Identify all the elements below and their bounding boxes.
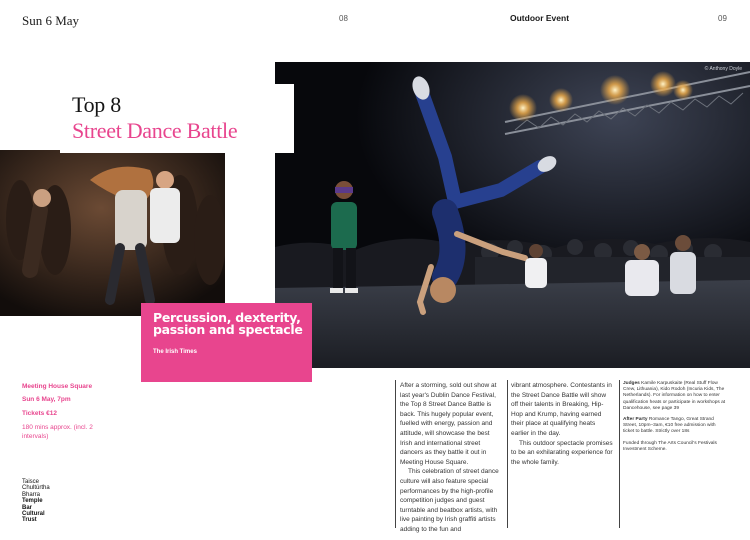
- page-number-left: 08: [339, 14, 348, 23]
- after-party-label: After Party: [623, 417, 648, 423]
- title-line-1: Top 8: [72, 92, 121, 117]
- photo-credit: © Anthony Doyle: [704, 66, 742, 72]
- column-divider: [619, 380, 620, 528]
- crowd-photo: [0, 150, 225, 316]
- body-column-2: [511, 381, 614, 467]
- logo-line: Trust: [22, 517, 37, 524]
- body-paragraph: vibrant atmosphere. Contestants in the Street Dance Battle will show off their talents in Breaking, Hip-Hop and Krump, having earned their place at qualifying heats earlier in the day.: [511, 382, 612, 437]
- pull-quote-text: Percussion, dexterity, passion and spectacle: [153, 310, 303, 337]
- main-photo-breakdancer: [275, 62, 750, 368]
- body-column-1: [400, 381, 503, 535]
- judges-text: Kamile Karpuskaite (Real Stuff Flow Crew, Lithuania), Kido Rodoh (Incuria Kids, The Netherlands). For information on how to enter qualification heats or participate in workshops at Dancehouse, see page 39: [623, 381, 726, 411]
- breakdance-scene-illustration: [275, 62, 750, 368]
- logo-line: Taisce: [22, 479, 40, 485]
- judges-info: [623, 381, 726, 412]
- details-column: [623, 381, 726, 458]
- logo-line: Bharra: [22, 491, 41, 498]
- pull-quote-box: [141, 303, 312, 382]
- page-number-right: 09: [718, 14, 727, 23]
- column-divider: [507, 380, 508, 528]
- logo-line: Chultúrtha: [22, 485, 50, 492]
- after-party-info: [623, 417, 726, 436]
- body-paragraph: This celebration of street dance culture will also feature special performances by the high-profile competition judges and guest turntable and beatbox artists, with live painting by Irish graffiti artists adding to the fun and: [400, 468, 499, 533]
- temple-bar-cultural-trust-logo: [22, 479, 50, 524]
- event-duration: 180 mins approx. (incl. 2 intervals): [22, 424, 93, 440]
- funding-note: Funded through The Arts Council's Festivals Investment Scheme.: [623, 440, 717, 452]
- column-divider: [395, 380, 396, 528]
- event-venue: Meeting House Square: [22, 383, 93, 390]
- pull-quote-source: The Irish Times: [153, 349, 197, 355]
- crowd-scene-illustration: [0, 150, 225, 316]
- logo-line: Bar: [22, 504, 33, 511]
- header-date: Sun 6 May: [22, 13, 80, 28]
- title-line-2: Street Dance Battle: [72, 118, 238, 143]
- body-paragraph: After a storming, sold out show at last year's Dublin Dance Festival, the Top 8 Street Dance Battle is back. This hugely popular event, fuelled with energy, passion and attitude, will showcase the best Irish and international street dancers as they battle it out in Meeting House Square.: [400, 382, 497, 466]
- section-title: Outdoor Event: [510, 13, 570, 23]
- judges-label: Judges: [623, 381, 640, 386]
- title-box: [60, 84, 294, 153]
- body-paragraph: This outdoor spectacle promises to be an exhilarating experience for the whole family.: [511, 439, 613, 466]
- after-party-text: Romance Tango, Great Strand Street, 10pm–3am, €10 free admission with ticket to battle. Strictly over 18s: [623, 417, 716, 435]
- event-datetime: Sun 6 May, 7pm: [22, 396, 71, 403]
- logo-line: Temple: [22, 498, 43, 505]
- logo-line: Cultural: [22, 511, 45, 518]
- event-price: Tickets €12: [22, 410, 57, 417]
